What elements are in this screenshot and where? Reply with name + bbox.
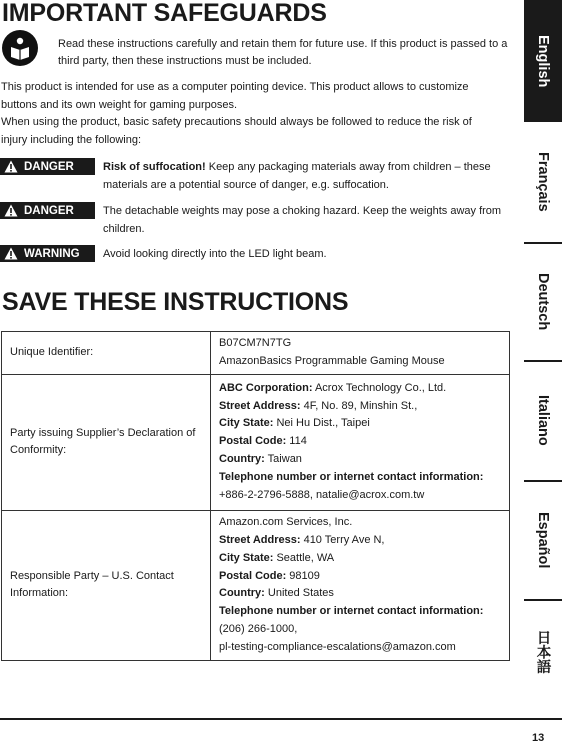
value-text: pl-testing-compliance-escalations@amazon.com xyxy=(219,641,456,654)
tab-francais[interactable] xyxy=(524,122,562,242)
tab-label: English xyxy=(535,34,551,88)
tab-espanol[interactable] xyxy=(524,481,562,599)
value-key: Postal Code: xyxy=(219,569,287,582)
badge-label: DANGER xyxy=(24,160,74,173)
value-line xyxy=(219,451,501,469)
table-row xyxy=(2,510,510,660)
intro-paragraph: Read these instructions carefully and retain them for future use. If this product is passed to a third party, then these instructions must be included. xyxy=(58,38,508,67)
page-number: 13 xyxy=(532,732,545,744)
tab-label: Italiano xyxy=(535,395,551,446)
value-line xyxy=(219,585,501,603)
value-line xyxy=(219,532,501,550)
danger-badge xyxy=(0,158,95,175)
tab-label: Français xyxy=(535,152,551,212)
language-tabs xyxy=(524,0,562,705)
value-line: AmazonBasics Programmable Gaming Mouse xyxy=(219,354,445,367)
value-key: Country: xyxy=(219,587,265,600)
body-line: buttons and its own weight for gaming purposes. xyxy=(1,98,238,111)
warning-text: The detachable weights may pose a choking hazard. Keep the weights away from children. xyxy=(103,205,502,235)
value-line xyxy=(219,380,501,398)
tab-label: 日本語 xyxy=(534,630,551,674)
warning-triangle-icon xyxy=(4,204,18,217)
value-text: United States xyxy=(264,587,334,600)
body-paragraph xyxy=(1,79,509,149)
body-line: injury including the following: xyxy=(1,133,142,146)
table-row xyxy=(2,374,510,510)
tab-english[interactable] xyxy=(524,0,562,122)
value-text: 98109 xyxy=(286,569,320,582)
value-text: +886-2-2796-5888, natalie@acrox.com.tw xyxy=(219,489,425,502)
warning-body: Keep any packaging materials away from children – these materials are a potential source of danger, e.g. suffocation. xyxy=(103,161,491,191)
value-text: Seattle, WA xyxy=(273,551,335,564)
table-label: Responsible Party – U.S. Contact Information: xyxy=(2,510,211,660)
value-line xyxy=(219,487,501,505)
read-manual-icon xyxy=(2,30,38,66)
value-text: 4F, No. 89, Minshin St., xyxy=(300,399,418,412)
danger-badge xyxy=(0,202,95,219)
tab-deutsch[interactable] xyxy=(524,243,562,360)
warning-triangle-icon xyxy=(4,160,18,173)
value-line xyxy=(219,621,501,639)
value-line xyxy=(219,433,501,451)
value-key: Street Address: xyxy=(219,533,301,546)
table-value xyxy=(211,332,510,375)
warning-triangle-icon xyxy=(4,247,18,260)
warning-text xyxy=(103,159,511,194)
value-key: Street Address: xyxy=(219,399,301,412)
body-line: When using the product, basic safety precautions should always be followed to reduce the risk of xyxy=(1,116,472,128)
tab-italiano[interactable] xyxy=(524,361,562,480)
badge-label: DANGER xyxy=(24,204,74,217)
value-line xyxy=(219,398,501,416)
value-text: 410 Terry Ave N, xyxy=(300,533,385,546)
warning-badge xyxy=(0,245,95,262)
value-key: ABC Corporation: xyxy=(219,381,313,394)
value-line xyxy=(219,639,501,657)
table-label: Party issuing Supplier’s Declaration of Conformity: xyxy=(2,374,211,510)
value-line: B07CM7N7TG xyxy=(219,337,292,349)
tab-label: Deutsch xyxy=(535,272,551,331)
value-text: (206) 266-1000, xyxy=(219,623,298,636)
value-text: Acrox Technology Co., Ltd. xyxy=(312,381,447,394)
value-text: Taiwan xyxy=(264,453,302,466)
conformity-table xyxy=(1,331,510,661)
value-key: City State: xyxy=(219,417,274,430)
value-line xyxy=(219,469,501,487)
value-line xyxy=(219,603,501,621)
tab-label: Español xyxy=(535,511,551,569)
value-line xyxy=(219,514,501,532)
warning-text: Avoid looking directly into the LED light beam. xyxy=(103,248,327,260)
section-title: SAVE THESE INSTRUCTIONS xyxy=(2,288,349,316)
page-title: IMPORTANT SAFEGUARDS xyxy=(2,0,327,27)
value-key: City State: xyxy=(219,551,274,564)
value-key: Telephone number or internet contact information: xyxy=(219,605,484,618)
value-line xyxy=(219,550,501,568)
body-line: This product is intended for use as a computer pointing device. This product allows to customize xyxy=(1,81,469,93)
value-key: Telephone number or internet contact information: xyxy=(219,471,484,484)
value-text: 114 xyxy=(286,435,307,448)
table-value xyxy=(211,510,510,660)
table-value xyxy=(211,374,510,510)
badge-label: WARNING xyxy=(24,247,80,260)
value-line xyxy=(219,568,501,586)
value-text: Amazon.com Services, Inc. xyxy=(219,515,353,528)
footer-divider xyxy=(0,718,562,720)
value-key: Country: xyxy=(219,453,265,466)
table-label: Unique Identifier: xyxy=(2,332,211,375)
value-text: Nei Hu Dist., Taipei xyxy=(273,417,370,430)
tab-japanese[interactable] xyxy=(524,600,562,704)
warning-emphasis: Risk of suffocation! xyxy=(103,161,206,173)
value-key: Postal Code: xyxy=(219,435,287,448)
table-row xyxy=(2,332,510,375)
value-line xyxy=(219,415,501,433)
